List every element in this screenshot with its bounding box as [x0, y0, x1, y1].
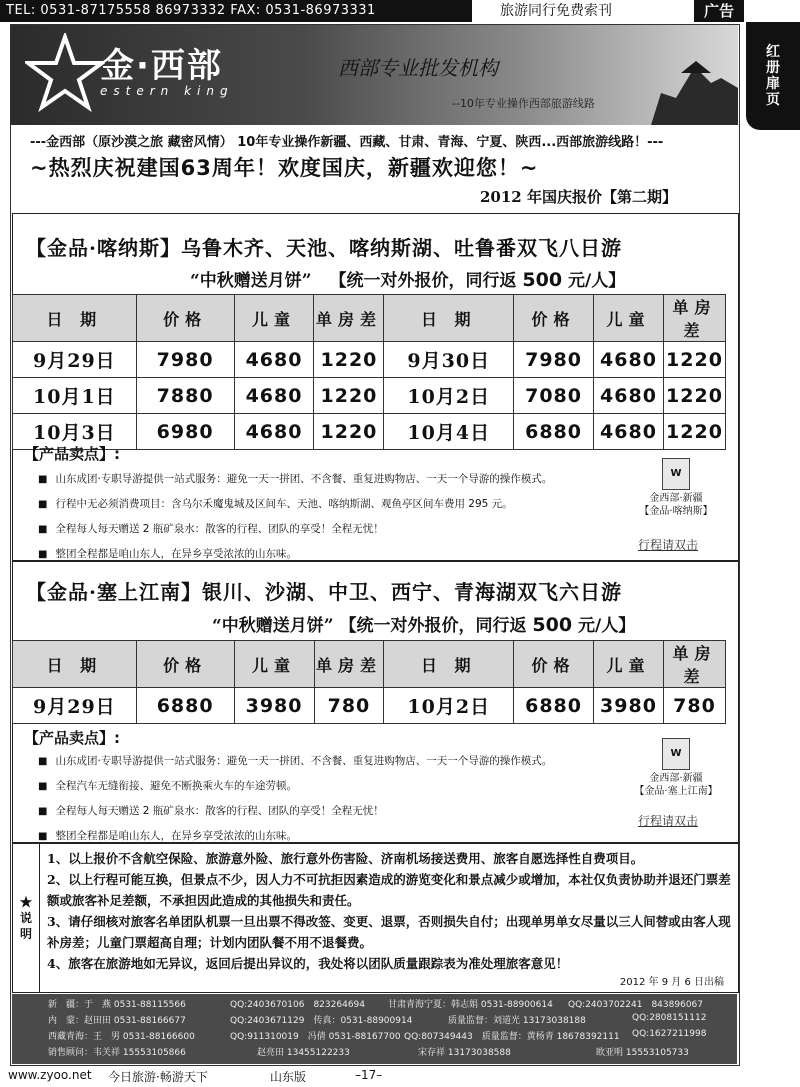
page-number: –17– — [355, 1068, 383, 1082]
header-date: 日 期 — [384, 295, 514, 342]
contact-cell: QQ:2808151112 — [632, 1013, 707, 1023]
header-date: 日 期 — [13, 295, 137, 342]
contact-cell: 销售顾问：韦关祥 15553105866 — [48, 1048, 186, 1058]
list-item: ■ 山东成团·专职导游提供一站式服务：避免一天一拼团、不含餐、重复进购物店、一天一个导游的操作模式。 — [38, 467, 618, 492]
child-cell: 4680 — [594, 342, 664, 378]
release-date: 2012 年 9 月 6 日出稿 — [619, 977, 724, 988]
list-item: ■ 行程中无必须消费项目：含乌尔禾魔鬼城及区间车、天池、喀纳斯湖、观鱼亭区间车费用 295 元。 — [38, 492, 618, 517]
note-item: 3、请仔细核对旅客名单团队机票一旦出票不得改签、变更、退票，否则损失自付；出现单男单女尽量以三人间替或由客人现补房差；儿童门票超高自理；计划内团队餐不用不退餐费。 — [47, 914, 731, 950]
date-cell: 9月29日 — [13, 342, 137, 378]
free-magazine-slogan: 旅游同行免费索刊 — [500, 3, 612, 19]
price-cell: 6880 — [514, 688, 594, 724]
price-cell: 6880 — [514, 414, 594, 450]
banner-tagline-sub: --10年专业操作西部旅游线路 — [452, 97, 595, 110]
single-room-cell: 1220 — [663, 414, 725, 450]
doc-caption-line: 【金品·喀纳斯】 — [639, 506, 713, 517]
contact-cell: 欧亚明 15553105733 — [596, 1048, 689, 1058]
product-2-selling-title: 【产品卖点】: — [24, 729, 120, 747]
header-price: 价格 — [514, 641, 594, 688]
promo-rebate: 500 — [532, 614, 573, 636]
product-1-promo — [190, 266, 625, 291]
header-single-room: 单房差 — [663, 295, 725, 342]
brand-subtitle: estern king — [100, 84, 234, 98]
product-2-price-table — [12, 640, 726, 724]
banner-tagline: 西部专业批发机构 — [338, 56, 498, 80]
date-cell: 10月2日 — [384, 688, 514, 724]
contacts-panel — [12, 994, 737, 1064]
contact-cell: QQ:911310019 冯倩 0531-88167700 — [230, 1032, 401, 1042]
product-1-doc-caption[interactable] — [630, 492, 722, 518]
doc-caption-line: 【金品·塞上江南】 — [634, 786, 718, 797]
star-logo-icon — [25, 33, 105, 113]
single-room-cell: 780 — [314, 688, 384, 724]
promo-price-note: 【统一对外报价，同行返 — [339, 616, 527, 636]
price-cell: 7880 — [136, 378, 234, 414]
product-1-title: 【金品·喀纳斯】乌鲁木齐、天池、喀纳斯湖、吐鲁番双飞八日游 — [26, 236, 622, 260]
price-cell: 7980 — [514, 342, 594, 378]
celebration-headline: ~热烈庆祝建国63周年！欢度国庆，新疆欢迎您！~ — [30, 156, 539, 180]
contact-cell: QQ:1627211998 — [632, 1029, 707, 1039]
contact-cell: 西藏青海：王 男 0531-88166600 — [48, 1032, 195, 1042]
list-item: ■ 整团全程都是咱山东人，在异乡享受浓浓的山东味。 — [38, 542, 618, 567]
price-cell: 6980 — [136, 414, 234, 450]
list-item: ■ 全程汽车无缝衔接、避免不断换乘火车的车途劳顿。 — [38, 774, 618, 799]
date-cell: 10月1日 — [13, 378, 137, 414]
child-cell: 4680 — [234, 342, 314, 378]
side-tab-label: 红册扉页 — [766, 44, 780, 108]
notes-box — [12, 843, 739, 993]
single-room-cell: 1220 — [663, 342, 725, 378]
footer-motto: 今日旅游·畅游天下 — [108, 1070, 208, 1084]
note-item: 1、以上报价不含航空保险、旅游意外险、旅行意外伤害险、济南机场接送费用、旅客自愿选择性自费项目。 — [47, 851, 644, 866]
pagoda-silhouette-icon — [651, 43, 738, 125]
product-2-title: 【金品·塞上江南】银川、沙湖、中卫、西宁、青海湖双飞六日游 — [26, 580, 622, 604]
header-date: 日 期 — [384, 641, 514, 688]
table-row — [13, 378, 726, 414]
doc-caption-line: 金西部·新疆 — [649, 493, 703, 504]
contact-phone-fax: TEL: 0531-87175558 86973332 FAX: 0531-86973331 — [0, 0, 472, 22]
top-bar — [0, 0, 800, 22]
product-2-itinerary-link[interactable]: 行程请双击 — [638, 814, 699, 828]
price-cell: 7080 — [514, 378, 594, 414]
word-document-icon[interactable]: W — [662, 738, 690, 770]
footer — [0, 1066, 800, 1087]
child-cell: 4680 — [594, 414, 664, 450]
word-document-icon[interactable]: W — [662, 458, 690, 490]
header-price: 价格 — [136, 641, 234, 688]
notes-label — [13, 844, 40, 992]
table-row — [13, 342, 726, 378]
price-cell: 7980 — [136, 342, 234, 378]
single-room-cell: 780 — [663, 688, 725, 724]
header-single-room: 单房差 — [663, 641, 725, 688]
contact-cell: QQ:2403670106 823264694 — [230, 1000, 365, 1010]
footer-website: www.zyoo.net — [8, 1068, 92, 1082]
list-item: ■ 山东成团·专职导游提供一站式服务：避免一天一拼团、不含餐、重复进购物店、一天一个导游的操作模式。 — [38, 749, 618, 774]
list-item: ■ 整团全程都是咱山东人，在异乡享受浓浓的山东味。 — [38, 824, 618, 849]
header-date: 日 期 — [13, 641, 137, 688]
contact-cell: 内 蒙：赵田田 0531-88166677 — [48, 1016, 186, 1026]
notes-label-text: ★说明 — [19, 895, 32, 941]
product-1-price-table — [12, 294, 726, 450]
note-item: 4、旅客在旅游地如无异议，返回后提出异议的，我处将以团队质量跟踪表为准处理旅客意见！ — [47, 956, 569, 971]
header-child: 儿童 — [234, 641, 314, 688]
promo-price-note: 【统一对外报价，同行返 — [329, 271, 517, 291]
product-1-selling-title: 【产品卖点】: — [24, 445, 120, 463]
child-cell: 4680 — [234, 414, 314, 450]
list-item: ■ 全程每人每天赠送 2 瓶矿泉水：散客的行程、团队的享受！全程无忧！ — [38, 799, 618, 824]
price-table-header — [13, 295, 726, 342]
contact-row — [12, 1045, 737, 1061]
single-room-cell: 1220 — [314, 378, 384, 414]
contact-cell: 赵亮田 13455122233 — [257, 1048, 350, 1058]
note-item: 2、以上行程可能互换，但景点不少，因人力不可抗拒因素造成的游览变化和景点减少或增加，本社仅负责协助并退还门票差额或旅客补足差额，不承担因此造成的其他损失和责任。 — [47, 872, 731, 908]
contact-row — [12, 1029, 737, 1045]
date-cell: 9月29日 — [13, 688, 137, 724]
contact-cell: 新 疆：于 燕 0531-88115566 — [48, 1000, 186, 1010]
date-cell: 9月30日 — [384, 342, 514, 378]
ad-label: 广告 — [694, 0, 744, 22]
child-cell: 4680 — [594, 378, 664, 414]
child-cell: 3980 — [234, 688, 314, 724]
contact-cell: QQ:807349443 质量监督：黄杨青 18678392111 — [404, 1032, 620, 1042]
single-room-cell: 1220 — [663, 378, 725, 414]
contact-row — [12, 997, 737, 1013]
table-row — [13, 688, 726, 724]
header-single-room: 单房差 — [314, 641, 384, 688]
product-2-doc-caption[interactable] — [626, 772, 726, 798]
contact-cell: 质量监督：刘道光 13173038188 — [448, 1016, 586, 1026]
doc-caption-line: 金西部·新疆 — [649, 773, 703, 784]
contact-cell: QQ:2403671129 传真：0531-88900914 — [230, 1016, 413, 1026]
footer-edition: 山东版 — [270, 1070, 307, 1084]
issue-title: 2012 年国庆报价【第二期】 — [480, 188, 677, 206]
notes-list — [47, 848, 733, 974]
child-cell: 4680 — [234, 378, 314, 414]
header-single-room: 单房差 — [314, 295, 384, 342]
single-room-cell: 1220 — [314, 414, 384, 450]
contact-cell: 宋存祥 13173038588 — [418, 1048, 511, 1058]
header-price: 价格 — [514, 295, 594, 342]
product-1-itinerary-link[interactable]: 行程请双击 — [638, 538, 699, 552]
brand-name: 金·西部 — [100, 46, 223, 86]
date-cell: 10月4日 — [384, 414, 514, 450]
side-tab — [746, 22, 800, 130]
promo-unit: 元/人】 — [568, 271, 626, 291]
contact-row — [12, 1013, 737, 1029]
price-table-header — [13, 641, 726, 688]
list-item: ■ 全程每人每天赠送 2 瓶矿泉水：散客的行程、团队的享受！全程无忧！ — [38, 517, 618, 542]
header-child: 儿童 — [594, 641, 664, 688]
child-cell: 3980 — [594, 688, 664, 724]
company-intro: ---金西部（原沙漠之旅 藏密风情） 10年专业操作新疆、西藏、甘肃、青海、宁夏、陕西...西部旅游线路！--- — [30, 135, 664, 150]
product-2-selling-list — [38, 749, 618, 849]
single-room-cell: 1220 — [314, 342, 384, 378]
promo-rebate: 500 — [522, 269, 563, 291]
date-cell: 10月2日 — [384, 378, 514, 414]
header-child: 儿童 — [594, 295, 664, 342]
promo-unit: 元/人】 — [578, 616, 636, 636]
price-cell: 6880 — [136, 688, 234, 724]
contact-cell: 甘肃青海宁夏：韩志娟 0531-88900614 — [388, 1000, 553, 1010]
promo-mooncake: “中秋赠送月饼” — [212, 616, 334, 636]
product-2-promo — [212, 611, 635, 636]
promo-mooncake: “中秋赠送月饼” — [190, 271, 312, 291]
product-1-selling-list — [38, 467, 618, 567]
contact-cell: QQ:2403702241 843896067 — [568, 1000, 703, 1010]
date-cell: 10月3日 — [13, 414, 137, 450]
header-price: 价格 — [136, 295, 234, 342]
header-child: 儿童 — [234, 295, 314, 342]
